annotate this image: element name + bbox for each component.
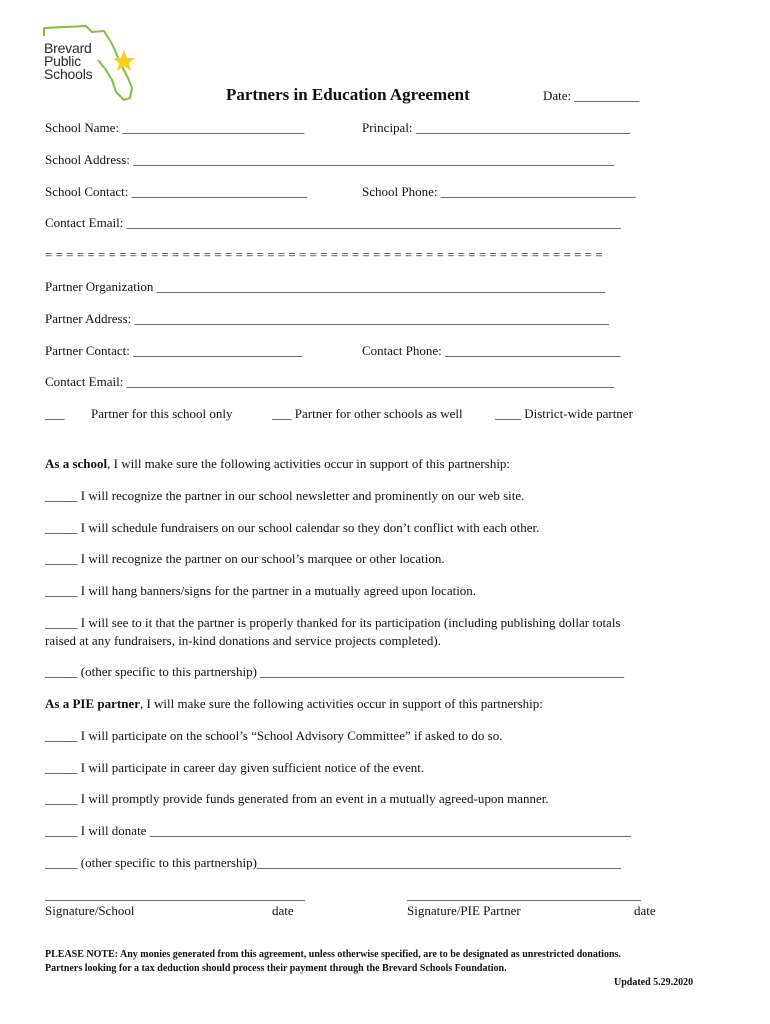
school-section-lead-bold: As a school — [45, 456, 108, 471]
pie-section-lead — [45, 696, 543, 712]
school-name-field: School Name: ____________________________ — [45, 120, 305, 135]
signature-line-school: ________________________________________ — [45, 887, 305, 902]
school-section-lead — [45, 456, 510, 472]
school-address-field: School Address: __________________________________________________________________________ — [45, 152, 615, 167]
school-item: _____ I will see to it that the partner is properly thanked for its participation (including publishing dollar totals — [45, 615, 621, 630]
school-item: _____ I will recognize the partner in our school newsletter and prominently on our web site. — [45, 488, 525, 503]
school-contact-email-field: Contact Email: ____________________________________________________________________________ — [45, 215, 621, 230]
partner-contact-email-field: Contact Email: ___________________________________________________________________________ — [45, 374, 615, 389]
signature-partner-label: Signature/PIE Partner — [407, 903, 521, 918]
partner-address-field: Partner Address: _________________________________________________________________________ — [45, 311, 610, 326]
school-contact-field: School Contact: ___________________________ — [45, 184, 308, 199]
scope-option-this-school: Partner for this school only — [91, 406, 233, 421]
pie-section-lead-bold: As a PIE partner — [45, 696, 140, 711]
scope-option-district-wide: ____ District-wide partner — [495, 406, 633, 421]
document-title: Partners in Education Agreement — [226, 85, 470, 104]
updated-date: Updated 5.29.2020 — [614, 977, 694, 988]
principal-field: Principal: _________________________________ — [362, 120, 631, 135]
school-phone-field: School Phone: ______________________________ — [362, 184, 636, 199]
school-item: _____ I will schedule fundraisers on our school calendar so they don’t conflict with each other. — [45, 520, 540, 535]
partner-contact-field: Partner Contact: __________________________ — [45, 343, 303, 358]
logo-word-public: Public — [44, 53, 81, 69]
school-item: _____ I will recognize the partner on our school’s marquee or other location. — [45, 551, 445, 566]
pie-item: _____ I will donate __________________________________________________________________________ — [45, 823, 631, 838]
signature-partner-date-label: date — [634, 903, 656, 918]
footer-note-line1: PLEASE NOTE: Any monies generated from this agreement, unless otherwise specified, are to be designated as unrestricted donations. — [45, 949, 621, 960]
footer-note-line2: Partners looking for a tax deduction should process their payment through the Brevard Schools Foundation. — [45, 963, 507, 974]
pie-item: _____ (other specific to this partnership)________________________________________________________ — [45, 855, 621, 870]
logo-word-schools: Schools — [44, 66, 93, 82]
school-item: _____ I will hang banners/signs for the partner in a mutually agreed upon location. — [45, 583, 477, 598]
school-item: _____ (other specific to this partnership) ________________________________________________________ — [45, 664, 625, 679]
pie-item: _____ I will participate in career day given sufficient notice of the event. — [45, 760, 425, 775]
pie-section-lead-rest: , I will make sure the following activities occur in support of this partnership: — [139, 696, 543, 711]
scope-option-other-schools: ___ Partner for other schools as well — [272, 406, 463, 421]
school-item-continuation: raised at any fundraisers, in-kind donations and service projects completed). — [45, 633, 442, 648]
date-field: Date: __________ — [543, 88, 640, 103]
scope-option-blank: ___ — [45, 406, 65, 421]
brevard-public-schools-logo — [40, 22, 140, 106]
partner-organization-field: Partner Organization _____________________________________________________________________ — [45, 279, 606, 294]
pie-item: _____ I will promptly provide funds generated from an event in a mutually agreed-upon manner. — [45, 791, 549, 806]
section-divider: = = = = = = = = = = = = = = = = = = = = = = = = = = = = = = = = = = = = = = = = = = = = = = = = = = = = = — [45, 247, 603, 262]
pie-item: _____ I will participate on the school’s “School Advisory Committee” if asked to do so. — [45, 728, 503, 743]
signature-line-partner: ____________________________________ — [407, 887, 641, 902]
signature-school-date-label: date — [272, 903, 294, 918]
school-section-lead-rest: , I will make sure the following activities occur in support of this partnership: — [107, 456, 511, 471]
signature-school-label: Signature/School — [45, 903, 135, 918]
logo-word-brevard: Brevard — [44, 40, 92, 56]
partner-phone-field: Contact Phone: ___________________________ — [362, 343, 621, 358]
